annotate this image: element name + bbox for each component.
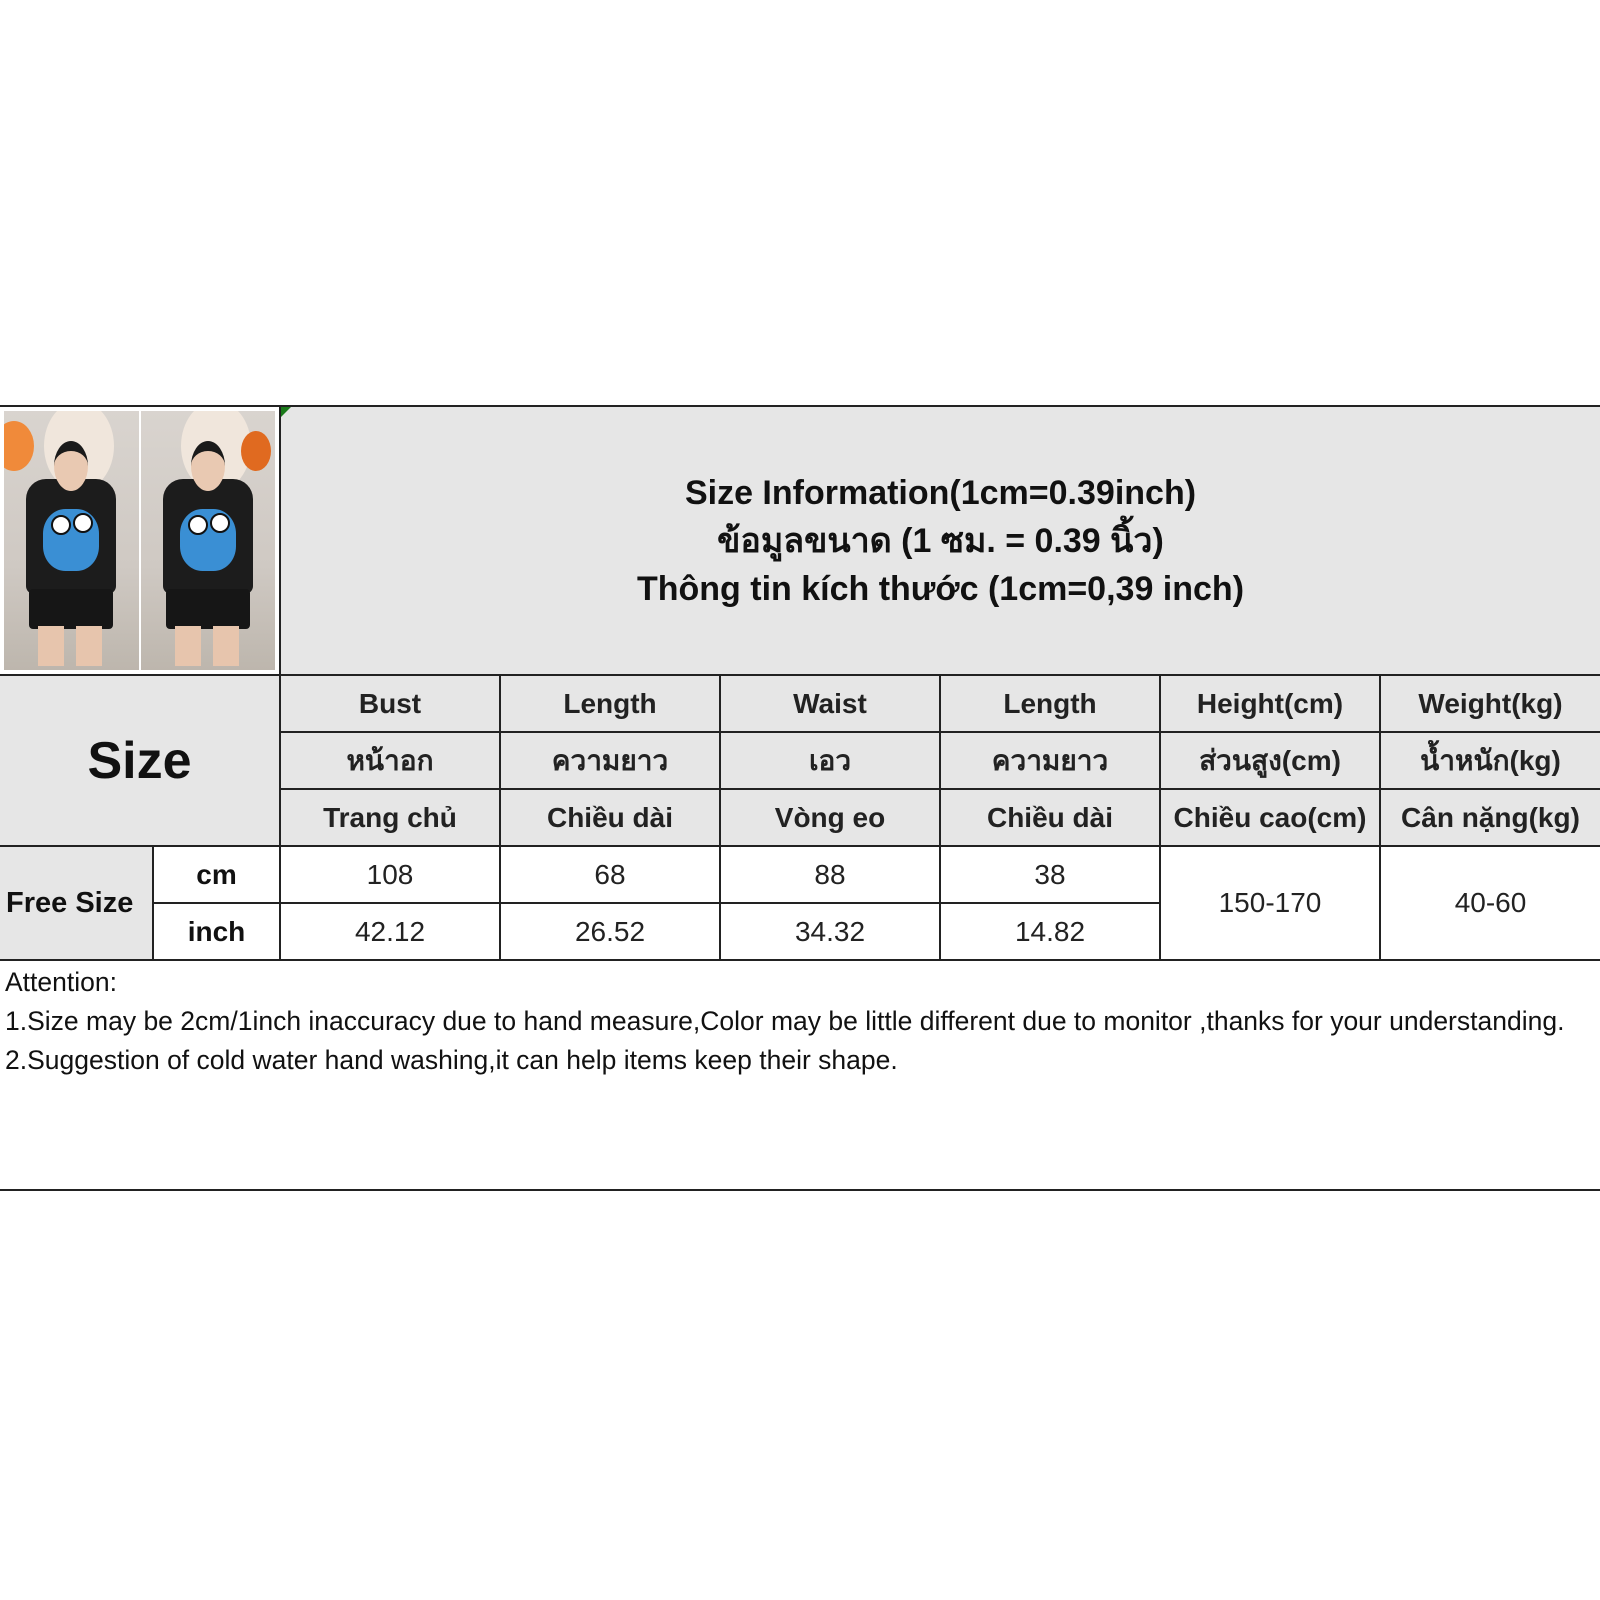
title-vietnamese: Thông tin kích thước (1cm=0,39 inch) bbox=[636, 569, 1245, 608]
product-photo bbox=[4, 411, 139, 670]
col-header-en: Length bbox=[940, 675, 1160, 732]
cm-value: 108 bbox=[280, 846, 500, 903]
inch-value: 34.32 bbox=[720, 903, 940, 960]
size-info-title bbox=[280, 407, 1600, 675]
height-range: 150-170 bbox=[1160, 846, 1380, 960]
free-size-label: Free Size bbox=[0, 846, 153, 960]
col-header-en: Length bbox=[500, 675, 720, 732]
unit-cm-label: cm bbox=[153, 846, 280, 903]
col-header-vi: Vòng eo bbox=[720, 789, 940, 846]
notes-heading: Attention: bbox=[5, 967, 117, 997]
title-thai: ข้อมูลขนาด (1 ซม. = 0.39 นิ้ว) bbox=[717, 521, 1164, 560]
weight-range: 40-60 bbox=[1380, 846, 1600, 960]
product-photos bbox=[0, 407, 280, 675]
size-header: Size bbox=[0, 675, 280, 846]
col-header-vi: Chiều dài bbox=[940, 789, 1160, 846]
product-photo bbox=[141, 411, 276, 670]
note-line: 1.Size may be 2cm/1inch inaccuracy due to hand measure,Color may be little different due to monitor ,thanks for your understanding. bbox=[5, 1006, 1565, 1036]
size-table bbox=[0, 407, 1600, 961]
col-header-en: Height(cm) bbox=[1160, 675, 1380, 732]
cm-value: 88 bbox=[720, 846, 940, 903]
unit-inch-label: inch bbox=[153, 903, 280, 960]
col-header-th: น้ำหนัก(kg) bbox=[1380, 732, 1600, 789]
col-header-en: Weight(kg) bbox=[1380, 675, 1600, 732]
col-header-th: ส่วนสูง(cm) bbox=[1160, 732, 1380, 789]
col-header-th: ความยาว bbox=[500, 732, 720, 789]
col-header-th: หน้าอก bbox=[280, 732, 500, 789]
title-english: Size Information(1cm=0.39inch) bbox=[684, 473, 1197, 512]
cell-marker bbox=[281, 407, 291, 417]
note-line: 2.Suggestion of cold water hand washing,it can help items keep their shape. bbox=[5, 1045, 898, 1075]
inch-value: 14.82 bbox=[940, 903, 1160, 960]
col-header-vi: Chiều cao(cm) bbox=[1160, 789, 1380, 846]
attention-notes bbox=[0, 961, 1600, 1189]
size-chart bbox=[0, 405, 1600, 1191]
col-header-vi: Trang chủ bbox=[280, 789, 500, 846]
inch-value: 26.52 bbox=[500, 903, 720, 960]
col-header-vi: Cân nặng(kg) bbox=[1380, 789, 1600, 846]
col-header-th: เอว bbox=[720, 732, 940, 789]
col-header-th: ความยาว bbox=[940, 732, 1160, 789]
inch-value: 42.12 bbox=[280, 903, 500, 960]
cm-value: 38 bbox=[940, 846, 1160, 903]
col-header-en: Waist bbox=[720, 675, 940, 732]
col-header-vi: Chiều dài bbox=[500, 789, 720, 846]
col-header-en: Bust bbox=[280, 675, 500, 732]
cm-value: 68 bbox=[500, 846, 720, 903]
